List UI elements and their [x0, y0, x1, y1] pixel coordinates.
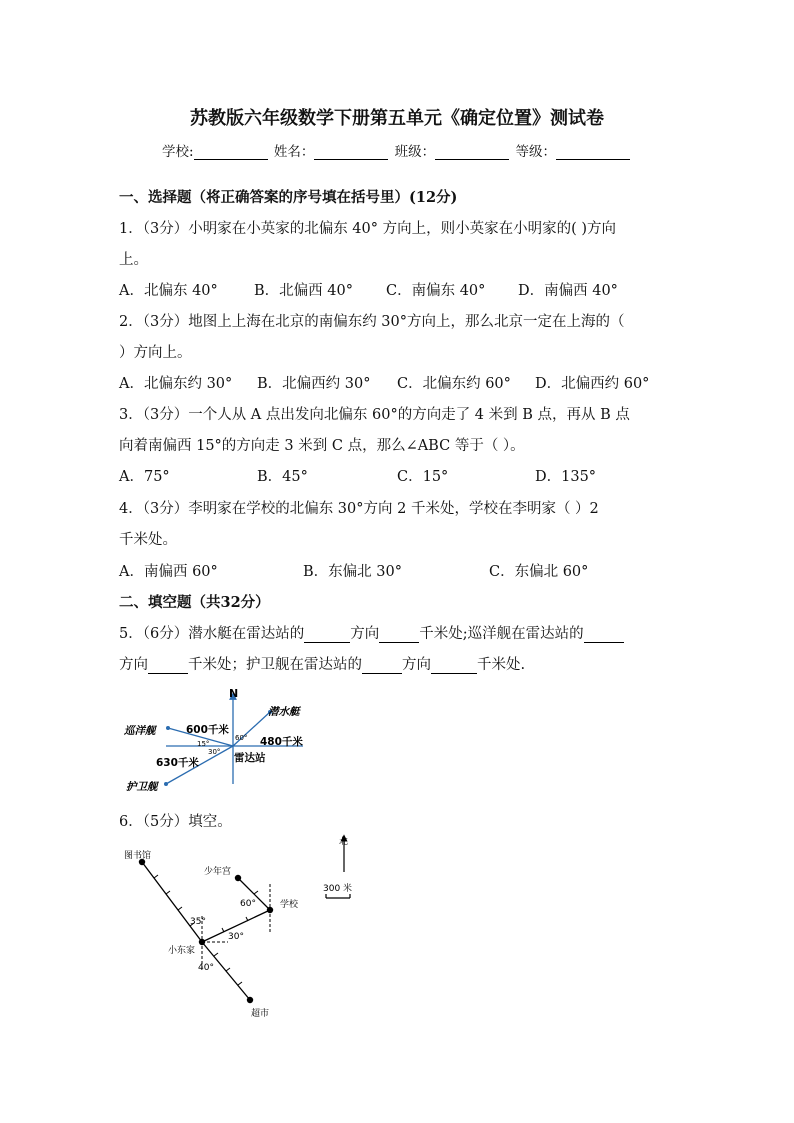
school-label: 学校: — [162, 144, 194, 160]
angle-60-label: 60° — [235, 734, 248, 742]
q5-blank-4[interactable] — [148, 658, 188, 674]
angle-35-label: 35° — [190, 917, 206, 927]
school-point — [267, 907, 273, 913]
q5-text-line2 — [119, 653, 525, 674]
dist-600-label: 600千米 — [186, 724, 229, 736]
escort-point — [164, 782, 168, 786]
q5-part2: 方向 — [350, 626, 380, 642]
north-label-map: 北 — [339, 837, 349, 847]
school-label-map: 学校 — [280, 900, 299, 910]
q5-part1: 5．（6分）潜水艇在雷达站的 — [119, 626, 305, 642]
scale-label: 300 米 — [323, 884, 353, 894]
q5-part7: 千米处. — [477, 657, 526, 673]
q2-option-d[interactable]: D．北偏西约 60° — [535, 376, 650, 392]
q2-option-c[interactable]: C．北偏东约 60° — [397, 376, 511, 392]
q4-text-line2: 千米处。 — [119, 532, 177, 548]
q1-text-line2: 上。 — [119, 252, 148, 268]
page-title: 苏教版六年级数学下册第五单元《确定位置》测试卷 — [190, 108, 604, 129]
youth-point — [235, 875, 241, 881]
library-ticks — [154, 875, 194, 926]
q3-text-line2: 向着南偏西 15°的方向走 3 米到 C 点，那么∠ABC 等于（ ）。 — [119, 438, 525, 454]
q5-blank-6[interactable] — [431, 658, 477, 674]
q2-text-line1: 2．（3分）地图上上海在北京的南偏东约 30°方向上，那么北京一定在上海的（ — [119, 314, 625, 330]
angle-15-label: 15° — [197, 740, 210, 748]
student-info-line — [0, 140, 794, 160]
section1-heading: 一、选择题（将正确答案的序号填在括号里）(12分) — [119, 189, 458, 206]
q5-blank-1[interactable] — [304, 627, 350, 643]
q1-option-c[interactable]: C．南偏东 40° — [386, 283, 486, 299]
q3-option-c[interactable]: C．15° — [397, 469, 449, 485]
name-blank[interactable] — [314, 145, 388, 160]
q5-part6: 方向 — [402, 657, 431, 673]
market-point — [247, 997, 253, 1003]
q2-option-a[interactable]: A．北偏东约 30° — [119, 376, 233, 392]
q1-option-a[interactable]: A．北偏东 40° — [119, 283, 218, 299]
market-label: 超市 — [251, 1009, 270, 1019]
q3-option-b[interactable]: B．45° — [257, 469, 308, 485]
home-point — [199, 939, 205, 945]
q6-text: 6．（5分）填空。 — [119, 814, 232, 830]
library-line — [142, 862, 202, 942]
angle-30-label-map: 30° — [228, 932, 244, 942]
q2-text-line2: ）方向上。 — [119, 345, 192, 361]
q3-option-d[interactable]: D．135° — [535, 469, 597, 485]
library-label: 图书馆 — [124, 851, 152, 861]
school-blank[interactable] — [194, 145, 268, 160]
q5-blank-3[interactable] — [584, 627, 624, 643]
q1-option-b[interactable]: B．北偏西 40° — [254, 283, 353, 299]
q5-blank-2[interactable] — [379, 627, 419, 643]
q5-text-line1 — [119, 622, 624, 643]
dist-480-label: 480千米 — [260, 736, 303, 748]
youth-ticks — [254, 891, 258, 894]
name-label: 姓名： — [273, 144, 315, 160]
q4-option-b[interactable]: B．东偏北 30° — [303, 564, 402, 580]
section2-heading: 二、填空题（共32分） — [119, 594, 270, 611]
dist-630-label: 630千米 — [156, 757, 199, 769]
q1-option-d[interactable]: D．南偏西 40° — [518, 283, 618, 299]
home-label: 小东家 — [168, 946, 196, 956]
q2-option-b[interactable]: B．北偏西约 30° — [257, 376, 371, 392]
sub-label: 潜水艇 — [268, 706, 300, 718]
angle-60-label-map: 60° — [240, 899, 256, 909]
angle-40-label: 40° — [198, 963, 214, 973]
grade-blank[interactable] — [556, 145, 630, 160]
q5-part5: 千米处；护卫舰在雷达站的 — [188, 657, 362, 673]
q4-option-c[interactable]: C．东偏北 60° — [489, 564, 589, 580]
class-blank[interactable] — [435, 145, 509, 160]
angle-30-label: 30° — [208, 748, 221, 756]
grade-label: 等级： — [515, 144, 556, 160]
class-label: 班级： — [394, 144, 436, 160]
q3-option-a[interactable]: A．75° — [119, 469, 170, 485]
radar-diagram — [118, 684, 318, 796]
q5-blank-5[interactable] — [362, 658, 402, 674]
q5-part4: 方向 — [119, 657, 148, 673]
q3-text-line1: 3．（3分）一个人从 A 点出发向北偏东 60°的方向走了 4 米到 B 点，再从 B 点 — [119, 407, 630, 423]
radar-label: 雷达站 — [234, 752, 266, 764]
q5-part3: 千米处;巡洋舰在雷达站的 — [419, 626, 584, 642]
north-label: N — [229, 687, 239, 700]
map-diagram — [118, 832, 378, 1024]
market-ticks — [214, 953, 242, 985]
youth-label: 少年宫 — [204, 867, 232, 877]
escort-label: 护卫舰 — [126, 781, 158, 793]
cruiser-label: 巡洋舰 — [124, 725, 156, 737]
q1-text-line1: 1．（3分）小明家在小英家的北偏东 40° 方向上，则小英家在小明家的( )方向 — [119, 221, 617, 237]
school-ticks — [222, 917, 248, 932]
q4-text-line1: 4．（3分）李明家在学校的北偏东 30°方向 2 千米处，学校在李明家（ ）2 — [119, 501, 599, 517]
cruiser-point — [166, 726, 170, 730]
q4-option-a[interactable]: A．南偏西 60° — [119, 564, 218, 580]
